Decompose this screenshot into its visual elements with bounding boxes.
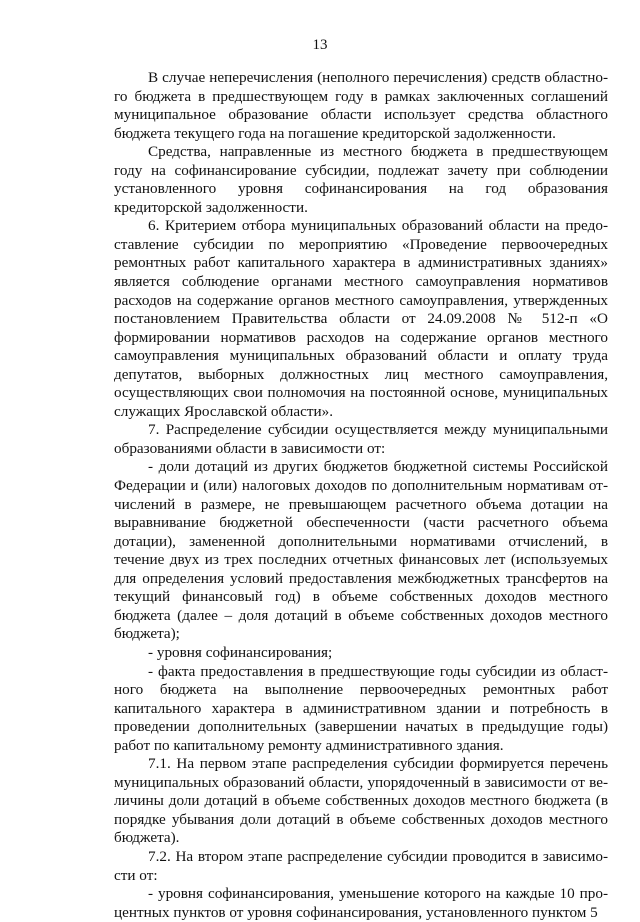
paragraph-nonpayment: В случае неперечисления (неполного перечисления) средств областного бюджета в предшествующем году в рамках заключенных соглашений муниципальное образование области использует средства областного бюджета текущего года на погашение кредиторской задолженности.: [114, 69, 608, 142]
paragraph-distribution: 7. Распределение субсидии осуществляется между муниципальными образованиями области в зависимости от:: [114, 421, 608, 457]
paragraph-stage-one: 7.1. На первом этапе распределения субсидии формируется перечень муниципальных образований области, упорядоченный в зависимости от величины доли дотаций в объеме собственных доходов местного бюджета (в порядке убывания доли дотаций в объеме собственных доходов местного бюджета).: [114, 755, 608, 847]
list-item-cofinancing-level: - уровня софинансирования;: [148, 643, 333, 661]
list-item-cofinancing-reduction: - уровня софинансирования, уменьшение которого на каждые 10 процентных пунктов от уровня софинансирования, установленного пунктом 5: [114, 885, 608, 921]
list-item-prior-subsidy: - факта предоставления в предшествующие годы субсидии из областного бюджета на выполнение первоочередных ремонтных работ капитального характера в административном здании и потребность в проведении дополнительных (завершении начатых в предыдущие годы) работ по капитальному ремонту административного здания.: [114, 662, 608, 754]
list-item-subsidy-share: - доли дотаций из других бюджетов бюджетной системы Российской Федерации и (или) налоговых доходов по дополнительным нормативам отчислений в размере, не превышающем расчетного объема дотации на выравнивание бюджетной обеспеченности (части расчетного объема дотации), замененной дополнительными нормативами отчислений, в течение двух из трех последних отчетных финансовых лет (используемых для определения условий предоставления межбюджетных трансфертов на текущий финансовый год) в объеме собственных доходов местного бюджета (далее – доля дотаций в объеме собственных доходов местного бюджета);: [114, 458, 608, 643]
paragraph-stage-two: 7.2. На втором этапе распределение субсидии проводится в зависимости от:: [114, 847, 608, 884]
document-body: [114, 69, 608, 922]
paragraph-selection-criterion: 6. Критерием отбора муниципальных образований области на предоставление субсидии по мероприятию «Проведение первоочередных ремонтных работ капитального характера в административных зданиях» является соблюдение органами местного самоуправления нормативов расходов на содержание органов местного самоуправления, утвержденных постановлением Правительства области от 24.09.2008 № 512-п «О формировании нормативов расходов на содержание органов местного самоуправления муниципальных образований области и оплату труда депутатов, выборных должностных лиц местного самоуправления, осуществляющих свои полномочия на постоянной основе, муниципальных служащих Ярославской области».: [114, 217, 608, 420]
page-number: 13: [312, 37, 328, 53]
paragraph-cofinancing-offset: Средства, направленные из местного бюджета в предшествующем году на софинансирование субсидии, подлежат зачету при соблюдении установленного уровня софинансирования на год образования кредиторской задолженности.: [114, 143, 608, 216]
